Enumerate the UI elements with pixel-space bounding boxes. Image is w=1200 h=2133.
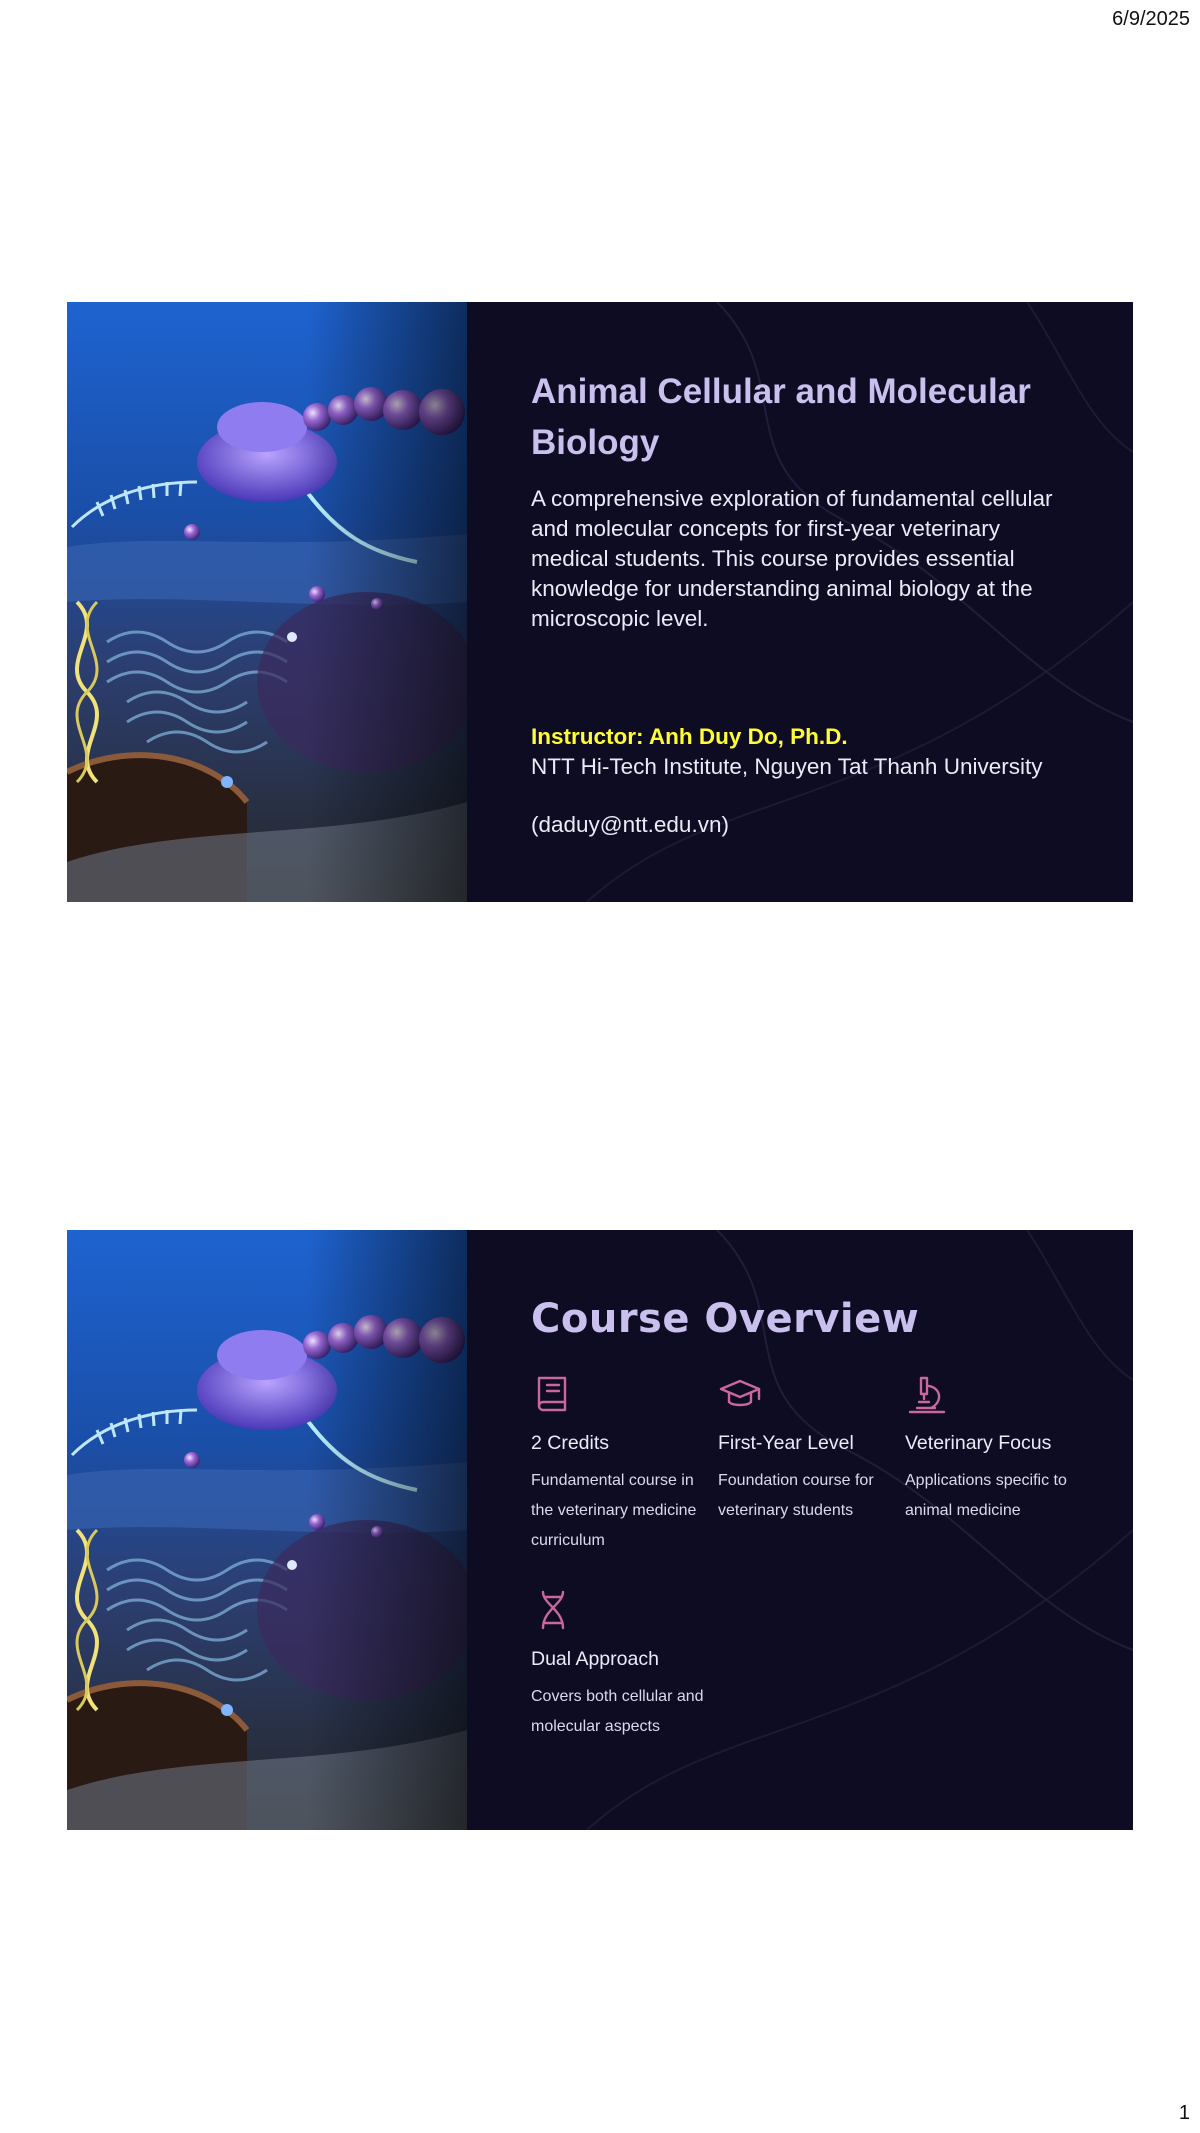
slide-title: Course Overview — [531, 1296, 920, 1342]
graduation-cap-icon — [718, 1372, 762, 1416]
slide-title: Animal Cellular and Molecular Biology — [531, 372, 1031, 462]
feature-title: 2 Credits — [531, 1432, 610, 1454]
feature-grid — [531, 1372, 1092, 1742]
overview-slide-content — [467, 1230, 1133, 1830]
page-number: 1 — [1178, 2102, 1190, 2124]
book-icon — [531, 1372, 575, 1416]
feature-approach — [531, 1588, 711, 1742]
feature-description: Fundamental course in the veterinary medicine curriculum — [531, 1472, 697, 1549]
page-date: 6/9/2025 — [1112, 8, 1190, 30]
feature-description: Foundation course for veterinary students — [718, 1472, 874, 1519]
feature-focus — [905, 1372, 1085, 1556]
instructor-name: Instructor: Anh Duy Do, Ph.D. — [531, 724, 848, 749]
microscope-icon — [905, 1372, 949, 1416]
feature-title: Veterinary Focus — [905, 1432, 1052, 1454]
feature-description: Applications specific to animal medicine — [905, 1472, 1067, 1519]
feature-credits — [531, 1372, 711, 1556]
dna-icon — [531, 1588, 575, 1632]
feature-level — [718, 1372, 898, 1556]
title-slide-content — [467, 302, 1133, 902]
feature-title: First-Year Level — [718, 1432, 854, 1454]
cell-illustration-image — [67, 302, 467, 902]
course-description: A comprehensive exploration of fundamental cellular and molecular concepts for first-year veterinary medical students. This course provides essential knowledge for understanding animal biology at the microscopic level. — [531, 486, 1053, 631]
instructor-affiliation: NTT Hi-Tech Institute, Nguyen Tat Thanh University — [531, 754, 1043, 779]
course-overview-slide — [67, 1230, 1133, 1830]
title-slide — [67, 302, 1133, 902]
cell-illustration-image — [67, 1230, 467, 1830]
feature-title: Dual Approach — [531, 1648, 659, 1670]
feature-description: Covers both cellular and molecular aspects — [531, 1688, 704, 1735]
instructor-email: (daduy@ntt.edu.vn) — [531, 812, 729, 837]
